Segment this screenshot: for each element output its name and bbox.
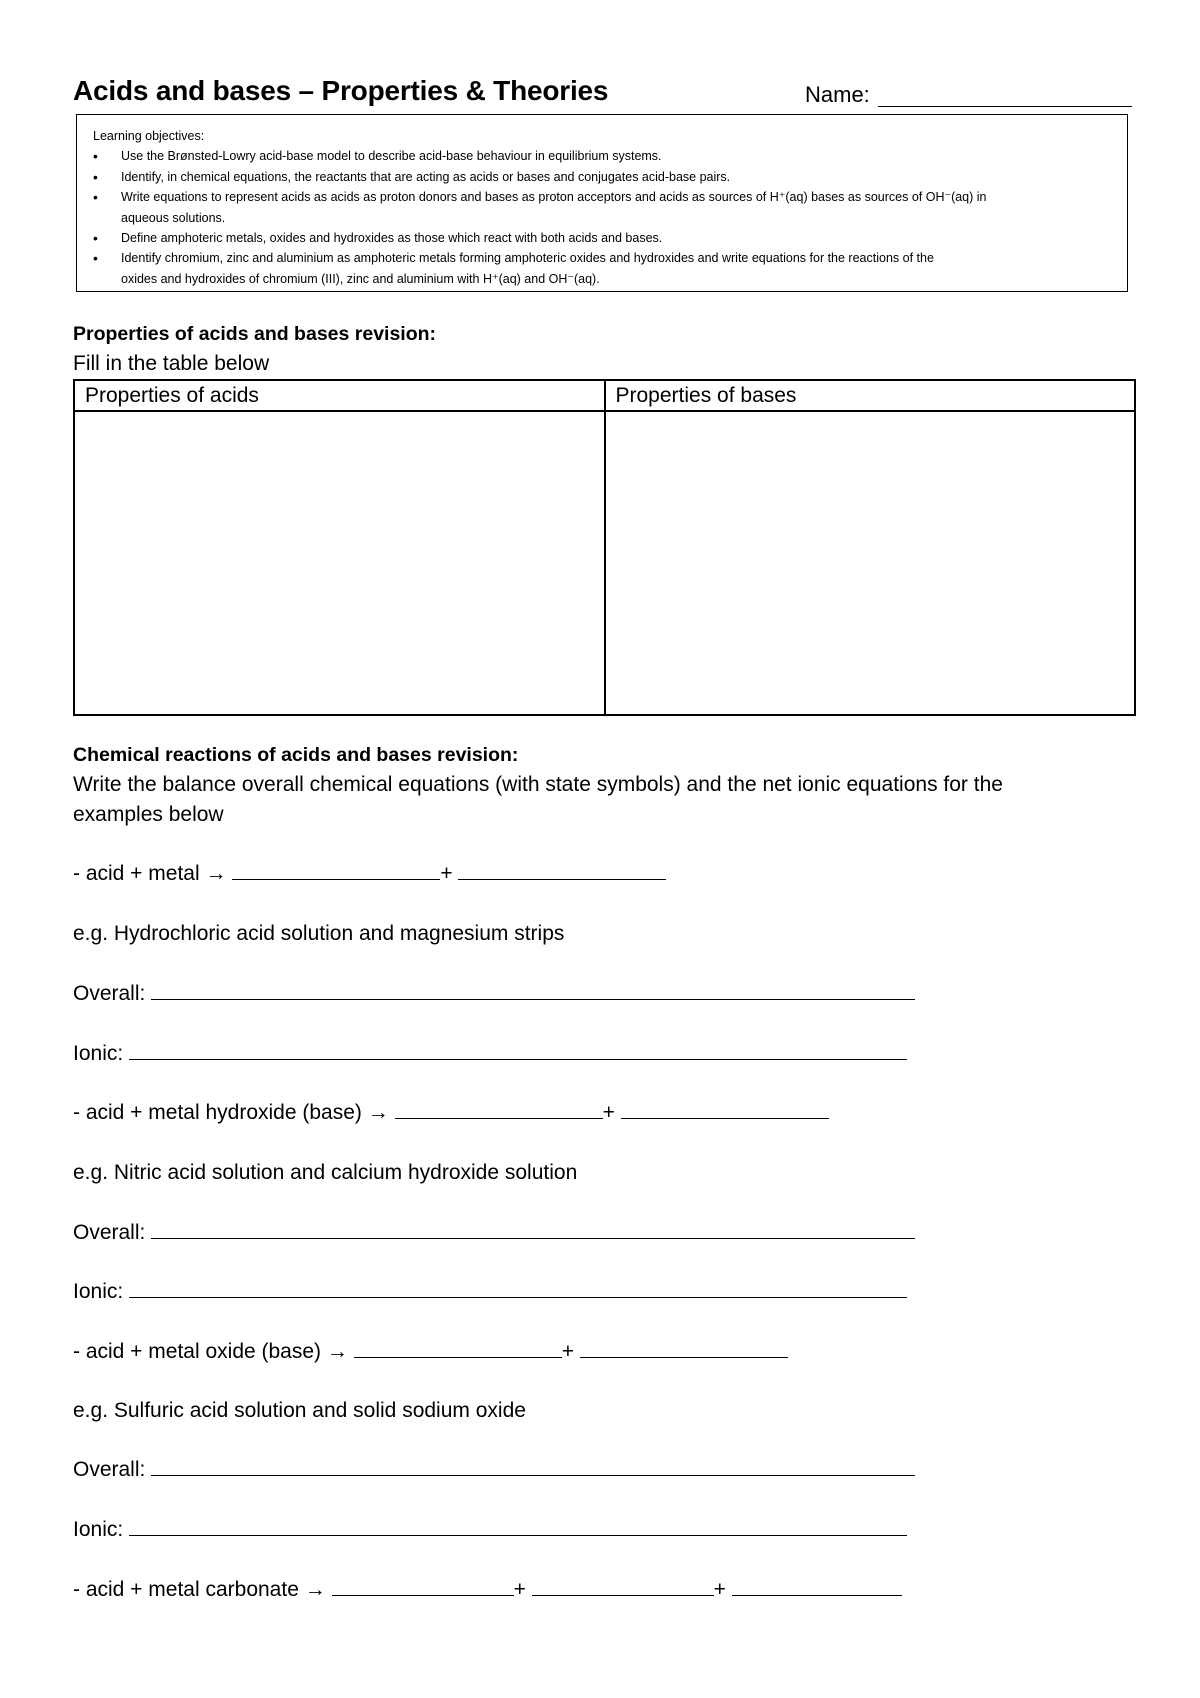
reaction-1-text: - acid + metal → — [73, 862, 227, 885]
name-label: Name: — [805, 82, 870, 107]
reaction-3-overall — [73, 1458, 915, 1482]
objective-item: • Define amphoteric metals, oxides and hydroxides as those which react with both acids and bases. — [93, 228, 1127, 248]
objective-item: • Identify, in chemical equations, the reactants that are acting as acids or bases and conjugates acid-base pairs. — [93, 167, 1127, 187]
product-blank[interactable] — [458, 878, 666, 880]
ionic-answer-line[interactable] — [129, 1296, 907, 1298]
bases-answer-cell[interactable] — [605, 411, 1136, 715]
reaction-4-text: - acid + metal carbonate → — [73, 1578, 326, 1601]
reaction-2-ionic — [73, 1280, 907, 1304]
objective-item: • Use the Brønsted-Lowry acid-base model to describe acid-base behaviour in equilibrium systems. — [93, 146, 1127, 166]
col-header-acids: Properties of acids — [74, 380, 605, 411]
reaction-2-text: - acid + metal hydroxide (base) → — [73, 1101, 389, 1124]
objective-continuation: oxides and hydroxides of chromium (III), zinc and aluminium with H⁺(aq) and OH⁻(aq). — [121, 271, 600, 286]
overall-answer-line[interactable] — [151, 998, 915, 1000]
acids-answer-cell[interactable] — [74, 411, 605, 715]
page-title: Acids and bases – Properties & Theories — [73, 75, 609, 106]
reaction-3-example: e.g. Sulfuric acid solution and solid sodium oxide — [73, 1399, 526, 1422]
plus-sign: + — [513, 1578, 526, 1601]
objective-item: • Identify chromium, zinc and aluminium as amphoteric metals forming amphoteric oxides and hydroxides and write equations for the reactions of the — [93, 248, 1127, 268]
overall-label: Overall: — [73, 982, 146, 1005]
reaction-1-equation — [73, 862, 666, 886]
reaction-3-ionic — [73, 1518, 907, 1542]
reaction-4-equation — [73, 1578, 902, 1602]
objectives-list — [93, 146, 1127, 289]
reaction-2-example: e.g. Nitric acid solution and calcium hydroxide solution — [73, 1161, 578, 1184]
reaction-3-text: - acid + metal oxide (base) → — [73, 1340, 348, 1363]
product-blank[interactable] — [232, 878, 440, 880]
name-blank-line[interactable] — [878, 106, 1132, 107]
reaction-1-ionic — [73, 1042, 907, 1066]
product-blank[interactable] — [354, 1356, 562, 1358]
plus-sign: + — [440, 862, 453, 885]
ionic-label: Ionic: — [73, 1042, 124, 1065]
reaction-3-equation — [73, 1340, 788, 1364]
ionic-answer-line[interactable] — [129, 1534, 907, 1536]
overall-answer-line[interactable] — [151, 1474, 915, 1476]
plus-sign: + — [561, 1340, 574, 1363]
col-header-bases: Properties of bases — [605, 380, 1136, 411]
product-blank[interactable] — [621, 1117, 829, 1119]
properties-instruction: Fill in the table below — [73, 352, 270, 375]
objective-continuation: aqueous solutions. — [121, 210, 226, 225]
objectives-heading: Learning objectives: — [93, 129, 205, 143]
overall-answer-line[interactable] — [151, 1237, 915, 1239]
ionic-answer-line[interactable] — [129, 1058, 907, 1060]
product-blank[interactable] — [532, 1594, 714, 1596]
product-blank[interactable] — [332, 1594, 514, 1596]
reactions-heading: Chemical reactions of acids and bases revision: — [73, 744, 519, 766]
reactions-instruction-line1: Write the balance overall chemical equations (with state symbols) and the net ionic equations for the — [73, 773, 1003, 796]
objective-item: • Write equations to represent acids as acids as proton donors and bases as proton acceptors and acids as sources of H⁺(aq) bases as sources of OH⁻(aq) in — [93, 187, 1127, 207]
product-blank[interactable] — [580, 1356, 788, 1358]
ionic-label: Ionic: — [73, 1280, 124, 1303]
overall-label: Overall: — [73, 1221, 146, 1244]
reactions-instruction-line2: examples below — [73, 803, 224, 826]
plus-sign: + — [602, 1101, 615, 1124]
ionic-label: Ionic: — [73, 1518, 124, 1541]
reaction-2-overall — [73, 1221, 915, 1245]
learning-objectives-box — [76, 114, 1128, 292]
reaction-1-example: e.g. Hydrochloric acid solution and magnesium strips — [73, 922, 565, 945]
reaction-1-overall — [73, 982, 915, 1006]
properties-heading: Properties of acids and bases revision: — [73, 323, 437, 345]
product-blank[interactable] — [395, 1117, 603, 1119]
properties-table — [73, 379, 1136, 716]
reaction-2-equation — [73, 1101, 829, 1125]
overall-label: Overall: — [73, 1458, 146, 1481]
product-blank[interactable] — [732, 1594, 902, 1596]
plus-sign: + — [713, 1578, 726, 1601]
